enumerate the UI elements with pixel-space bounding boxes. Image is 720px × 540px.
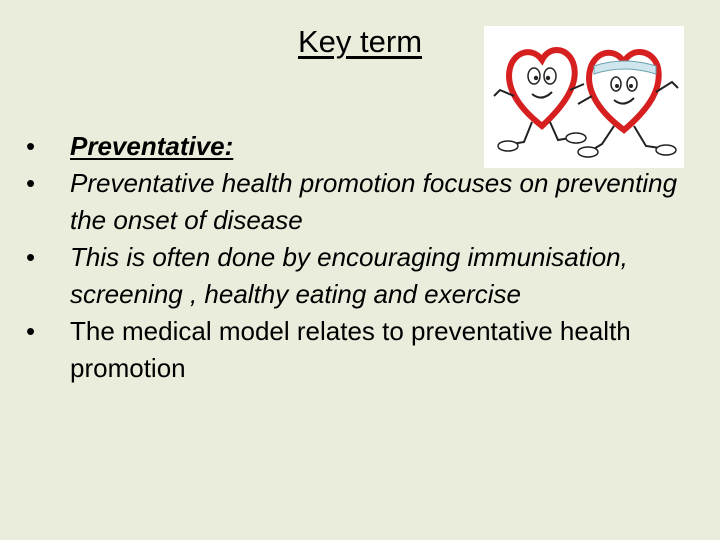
slide-title: Key term bbox=[297, 24, 423, 59]
bullet-dot: • bbox=[26, 242, 36, 272]
bullet-item-term bbox=[0, 128, 680, 165]
bullet-dot: • bbox=[26, 316, 36, 346]
bullet-item-medical-model bbox=[0, 313, 680, 387]
bullet-text: Preventative health promotion focuses on preventing the onset of disease bbox=[70, 168, 678, 235]
bullet-text: This is often done by encouraging immunisation, screening , healthy eating and exercise bbox=[70, 242, 628, 309]
bullet-text: Preventative: bbox=[70, 131, 234, 161]
bullet-dot: • bbox=[26, 168, 36, 198]
bullet-item-definition bbox=[0, 165, 680, 239]
bullet-dot: • bbox=[26, 131, 36, 161]
bullet-item-methods bbox=[0, 239, 680, 313]
bullet-list bbox=[0, 128, 680, 387]
bullet-text: The medical model relates to preventative health promotion bbox=[70, 316, 631, 383]
